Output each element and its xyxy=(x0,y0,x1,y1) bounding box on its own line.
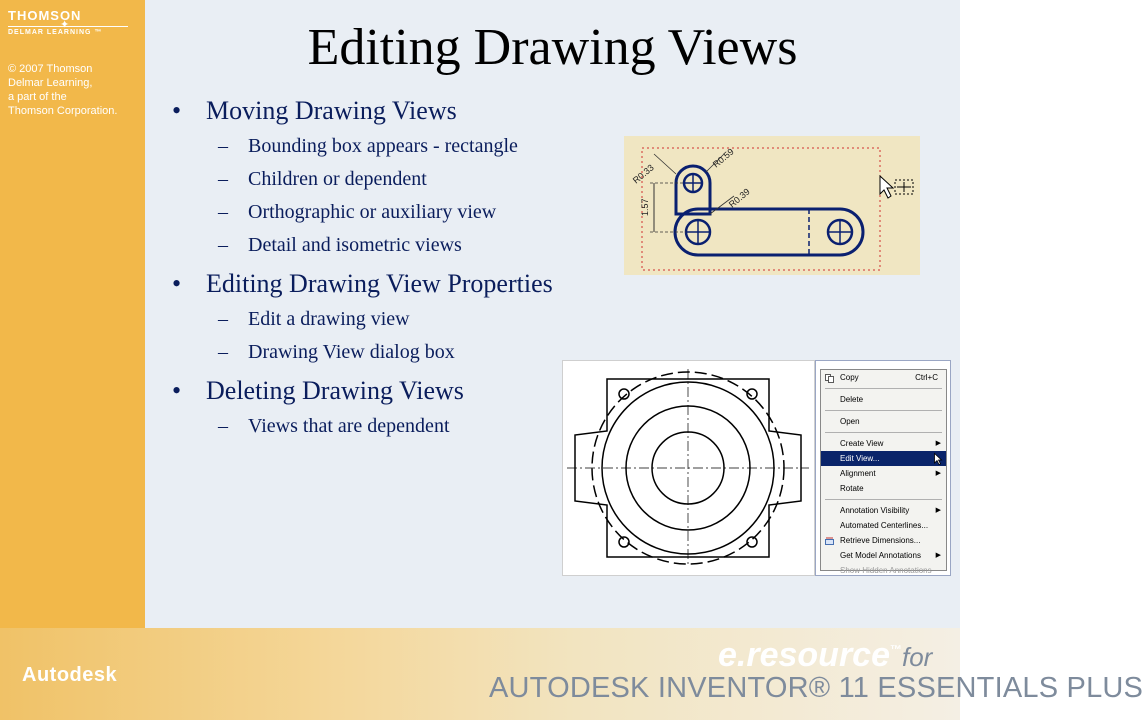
submenu-arrow-icon: ▶ xyxy=(935,552,941,559)
bounding-box-drawing-figure xyxy=(624,136,920,275)
mouse-pointer-icon xyxy=(934,453,942,465)
submenu-arrow-icon: ▶ xyxy=(935,440,941,447)
context-menu xyxy=(820,369,947,575)
menu-separator xyxy=(825,388,942,389)
copyright-line: © 2007 Thomson xyxy=(8,63,93,75)
menu-item-create-view[interactable] xyxy=(821,436,946,451)
linkage-drawing xyxy=(624,136,920,275)
sub-bullet: – Drawing View dialog box xyxy=(172,341,572,364)
menu-item-annotation-visibility[interactable] xyxy=(821,503,946,518)
logo-trademark: ™ xyxy=(94,29,103,36)
copyright-line: a part of the xyxy=(8,91,67,103)
menu-item-delete[interactable] xyxy=(821,392,946,407)
copyright-notice xyxy=(8,62,143,118)
eresource-trademark: ™ xyxy=(890,642,902,657)
menu-item-show-hidden-annotations[interactable] xyxy=(821,563,946,578)
menu-separator xyxy=(825,432,942,433)
menu-separator xyxy=(825,410,942,411)
menu-item-label: Edit View... xyxy=(840,454,880,463)
dim-157: 1.57 xyxy=(640,198,650,216)
menu-item-get-model-annotations[interactable] xyxy=(821,548,946,563)
menu-item-rotate[interactable] xyxy=(821,481,946,496)
footer-banner xyxy=(0,628,1143,720)
copyright-line: Thomson Corporation. xyxy=(8,105,118,117)
retrieve-dimensions-icon xyxy=(825,536,834,545)
dim-r039: R0.39 xyxy=(726,186,752,210)
menu-item-label: Automated Centerlines... xyxy=(840,521,929,530)
menu-item-label: Create View xyxy=(840,439,884,448)
menu-item-shortcut: Ctrl+C xyxy=(915,373,938,382)
menu-item-label: Delete xyxy=(840,395,864,404)
bullet-deleting-drawing-views: • Deleting Drawing Views xyxy=(172,376,572,405)
menu-item-edit-view[interactable] xyxy=(821,451,946,466)
menu-item-label: Open xyxy=(840,417,860,426)
context-menu-screenshot xyxy=(815,360,951,576)
menu-item-retrieve-dimensions[interactable] xyxy=(821,533,946,548)
eresource-text: e.resource xyxy=(718,636,890,674)
copy-icon xyxy=(825,373,834,382)
eresource-for: for xyxy=(902,642,933,672)
copyright-line: Delmar Learning, xyxy=(8,77,93,89)
menu-item-label: Annotation Visibility xyxy=(840,506,910,515)
autodesk-logo: Autodesk xyxy=(22,664,118,686)
menu-item-label: Alignment xyxy=(840,469,876,478)
menu-item-label: Retrieve Dimensions... xyxy=(840,536,921,545)
bullet-editing-view-properties: • Editing Drawing View Properties xyxy=(172,269,572,298)
product-name: AUTODESK INVENTOR® 11 ESSENTIALS PLUS xyxy=(489,672,1143,704)
menu-separator xyxy=(825,499,942,500)
menu-item-copy[interactable] xyxy=(821,370,946,385)
menu-item-label: Rotate xyxy=(840,484,864,493)
dim-r059: R0.59 xyxy=(710,146,736,170)
sub-bullet: – Views that are dependent xyxy=(172,415,572,438)
menu-item-automated-centerlines[interactable] xyxy=(821,518,946,533)
move-cursor-icon xyxy=(880,176,913,198)
flange-drawing-view xyxy=(562,360,815,576)
bullet-list xyxy=(172,96,572,438)
menu-item-label: Get Model Annotations xyxy=(840,551,921,560)
eresource-logo xyxy=(718,636,902,675)
flange-drawing xyxy=(563,361,814,575)
thomson-delmar-logo xyxy=(8,8,133,36)
logo-brand-top: THOMSON xyxy=(8,8,82,23)
sub-bullet: – Edit a drawing view xyxy=(172,308,572,331)
logo-divider xyxy=(8,26,128,27)
submenu-arrow-icon: ▶ xyxy=(935,507,941,514)
menu-item-alignment[interactable] xyxy=(821,466,946,481)
sub-bullet: – Orthographic or auxiliary view xyxy=(172,201,572,224)
sub-bullet: – Children or dependent xyxy=(172,168,572,191)
bullet-moving-drawing-views: • Moving Drawing Views xyxy=(172,96,572,125)
menu-item-open[interactable] xyxy=(821,414,946,429)
logo-brand-sub: DELMAR LEARNING xyxy=(8,29,92,36)
dim-r033: R0.33 xyxy=(630,162,656,186)
slide-title: Editing Drawing Views xyxy=(307,19,798,76)
sub-bullet: – Detail and isometric views xyxy=(172,234,572,257)
submenu-arrow-icon: ▶ xyxy=(935,470,941,477)
sub-bullet: – Bounding box appears - rectangle xyxy=(172,135,572,158)
menu-item-label: Show Hidden Annotations xyxy=(840,566,932,575)
menu-item-label: Copy xyxy=(840,373,859,382)
left-band xyxy=(0,0,145,628)
